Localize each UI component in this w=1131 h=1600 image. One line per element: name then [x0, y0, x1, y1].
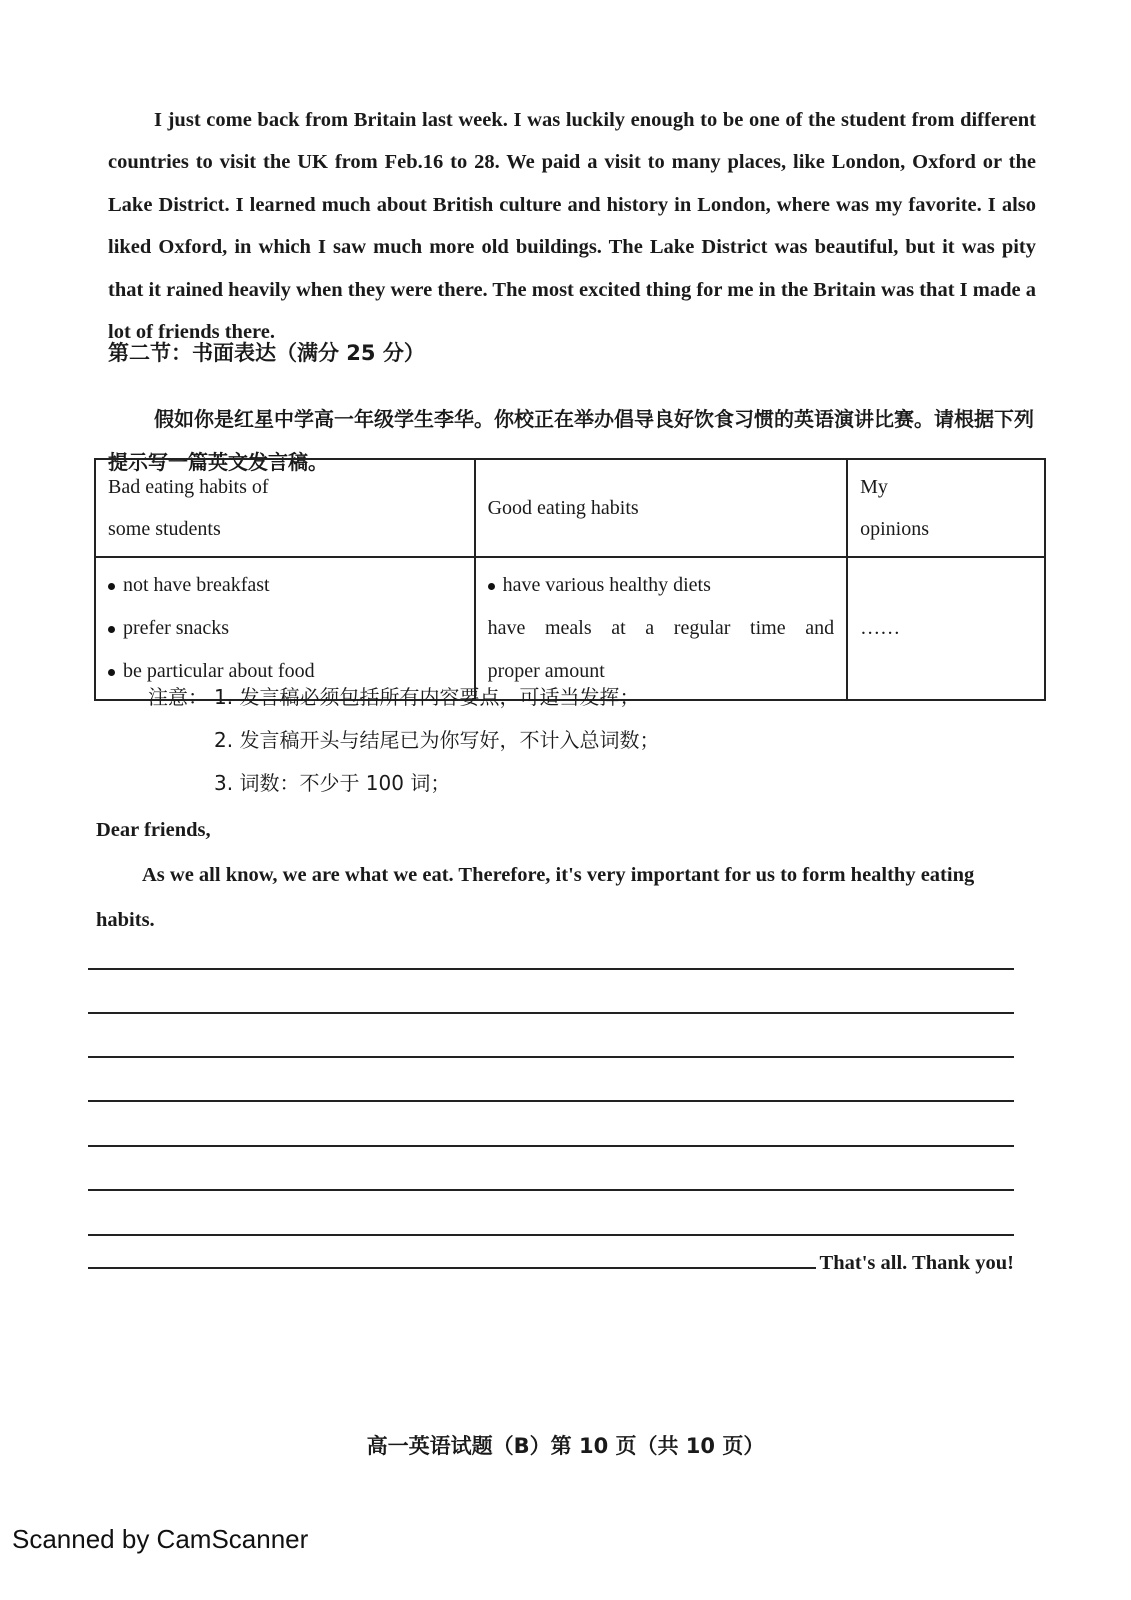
scanner-watermark: Scanned by CamScanner: [12, 1524, 309, 1554]
good-habit-word: have: [487, 617, 526, 639]
bullet-icon: [108, 626, 115, 633]
good-habit-word: and: [805, 617, 835, 639]
good-habit-word: regular: [673, 617, 731, 639]
good-habit-continuation: proper amount: [487, 660, 605, 682]
answer-line[interactable]: [88, 1145, 1014, 1147]
notes-label: 注意：: [148, 685, 208, 709]
opinions-cell: [847, 557, 1045, 700]
answer-line[interactable]: [88, 1189, 1014, 1191]
bad-habit-text: be particular about food: [123, 660, 315, 682]
list-item: [488, 564, 835, 607]
answer-line[interactable]: [88, 1056, 1014, 1058]
list-item: [488, 607, 835, 650]
bullet-icon: [108, 583, 115, 590]
header-bad-habits-line2: some students: [108, 518, 221, 540]
opinions-ellipsis: ……: [860, 617, 901, 639]
list-item: [108, 564, 462, 607]
good-habit-word: time: [750, 617, 786, 639]
answer-line[interactable]: [88, 1267, 816, 1269]
note-item: 2. 发言稿开头与结尾已为你写好，不计入总词数；: [214, 728, 660, 752]
letter-start: [96, 808, 1036, 943]
writing-prompt: 假如你是红星中学高一年级学生李华。你校正在举办倡导良好饮食习惯的英语演讲比赛。请根据下列提示写一篇英文发言稿。: [108, 407, 1034, 474]
answer-line[interactable]: [88, 1012, 1014, 1014]
good-habit-word: at: [611, 617, 626, 639]
header-bad-habits: [95, 459, 475, 557]
note-row: [148, 719, 659, 762]
opening-paragraph: As we all know, we are what we eat. Therefore, it's very important for us to form healthy eating habits.: [96, 864, 975, 931]
closing-text: That's all. Thank you!: [819, 1252, 1014, 1274]
table-header-row: [95, 459, 1045, 557]
header-opinions-line2: opinions: [860, 518, 930, 540]
good-habit-text: have various healthy diets: [502, 574, 711, 596]
answer-line[interactable]: [88, 968, 1014, 970]
answer-line[interactable]: [88, 1100, 1014, 1102]
closing-row: [88, 1252, 1014, 1275]
bad-habit-text: not have breakfast: [123, 574, 270, 596]
header-good-habits: Good eating habits: [475, 459, 848, 557]
salutation: Dear friends,: [96, 819, 211, 841]
page-footer: 高一英语试题（B）第 10 页（共 10 页）: [366, 1434, 765, 1458]
hints-table: [94, 458, 1046, 701]
note-row: [148, 762, 659, 805]
bullet-icon: [488, 583, 495, 590]
notes: [148, 676, 659, 805]
list-item: [108, 607, 462, 650]
note-row: [148, 676, 659, 719]
note-item: 3. 词数：不少于 100 词；: [214, 771, 451, 795]
bullet-word-group: [488, 607, 526, 650]
bad-habit-text: prefer snacks: [123, 617, 230, 639]
note-item: 1. 发言稿必须包括所有内容要点，可适当发挥；: [214, 685, 640, 709]
header-bad-habits-line1: Bad eating habits of: [108, 476, 269, 498]
good-habit-word: a: [645, 617, 655, 639]
good-habit-word: meals: [544, 617, 592, 639]
section-title: 第二节：书面表达（满分 25 分）: [108, 341, 425, 365]
header-opinions-line1: My: [860, 476, 888, 498]
header-opinions: [847, 459, 1045, 557]
answer-line[interactable]: [88, 1234, 1014, 1236]
proofreading-passage: I just come back from Britain last week. I was luckily enough to be one of the student from different countries to visit the UK from Feb.16 to 28. We paid a visit to many places, like London, Oxford or the Lake District. I learned much about British culture and history in London, where was my favorite. I also liked Oxford, in which I saw much more old buildings. The Lake District was beautiful, but it was pity that it rained heavily when they were there. The most excited thing for me in the Britain was that I made a lot of friends there.: [108, 108, 1036, 343]
bullet-icon: [108, 669, 115, 676]
